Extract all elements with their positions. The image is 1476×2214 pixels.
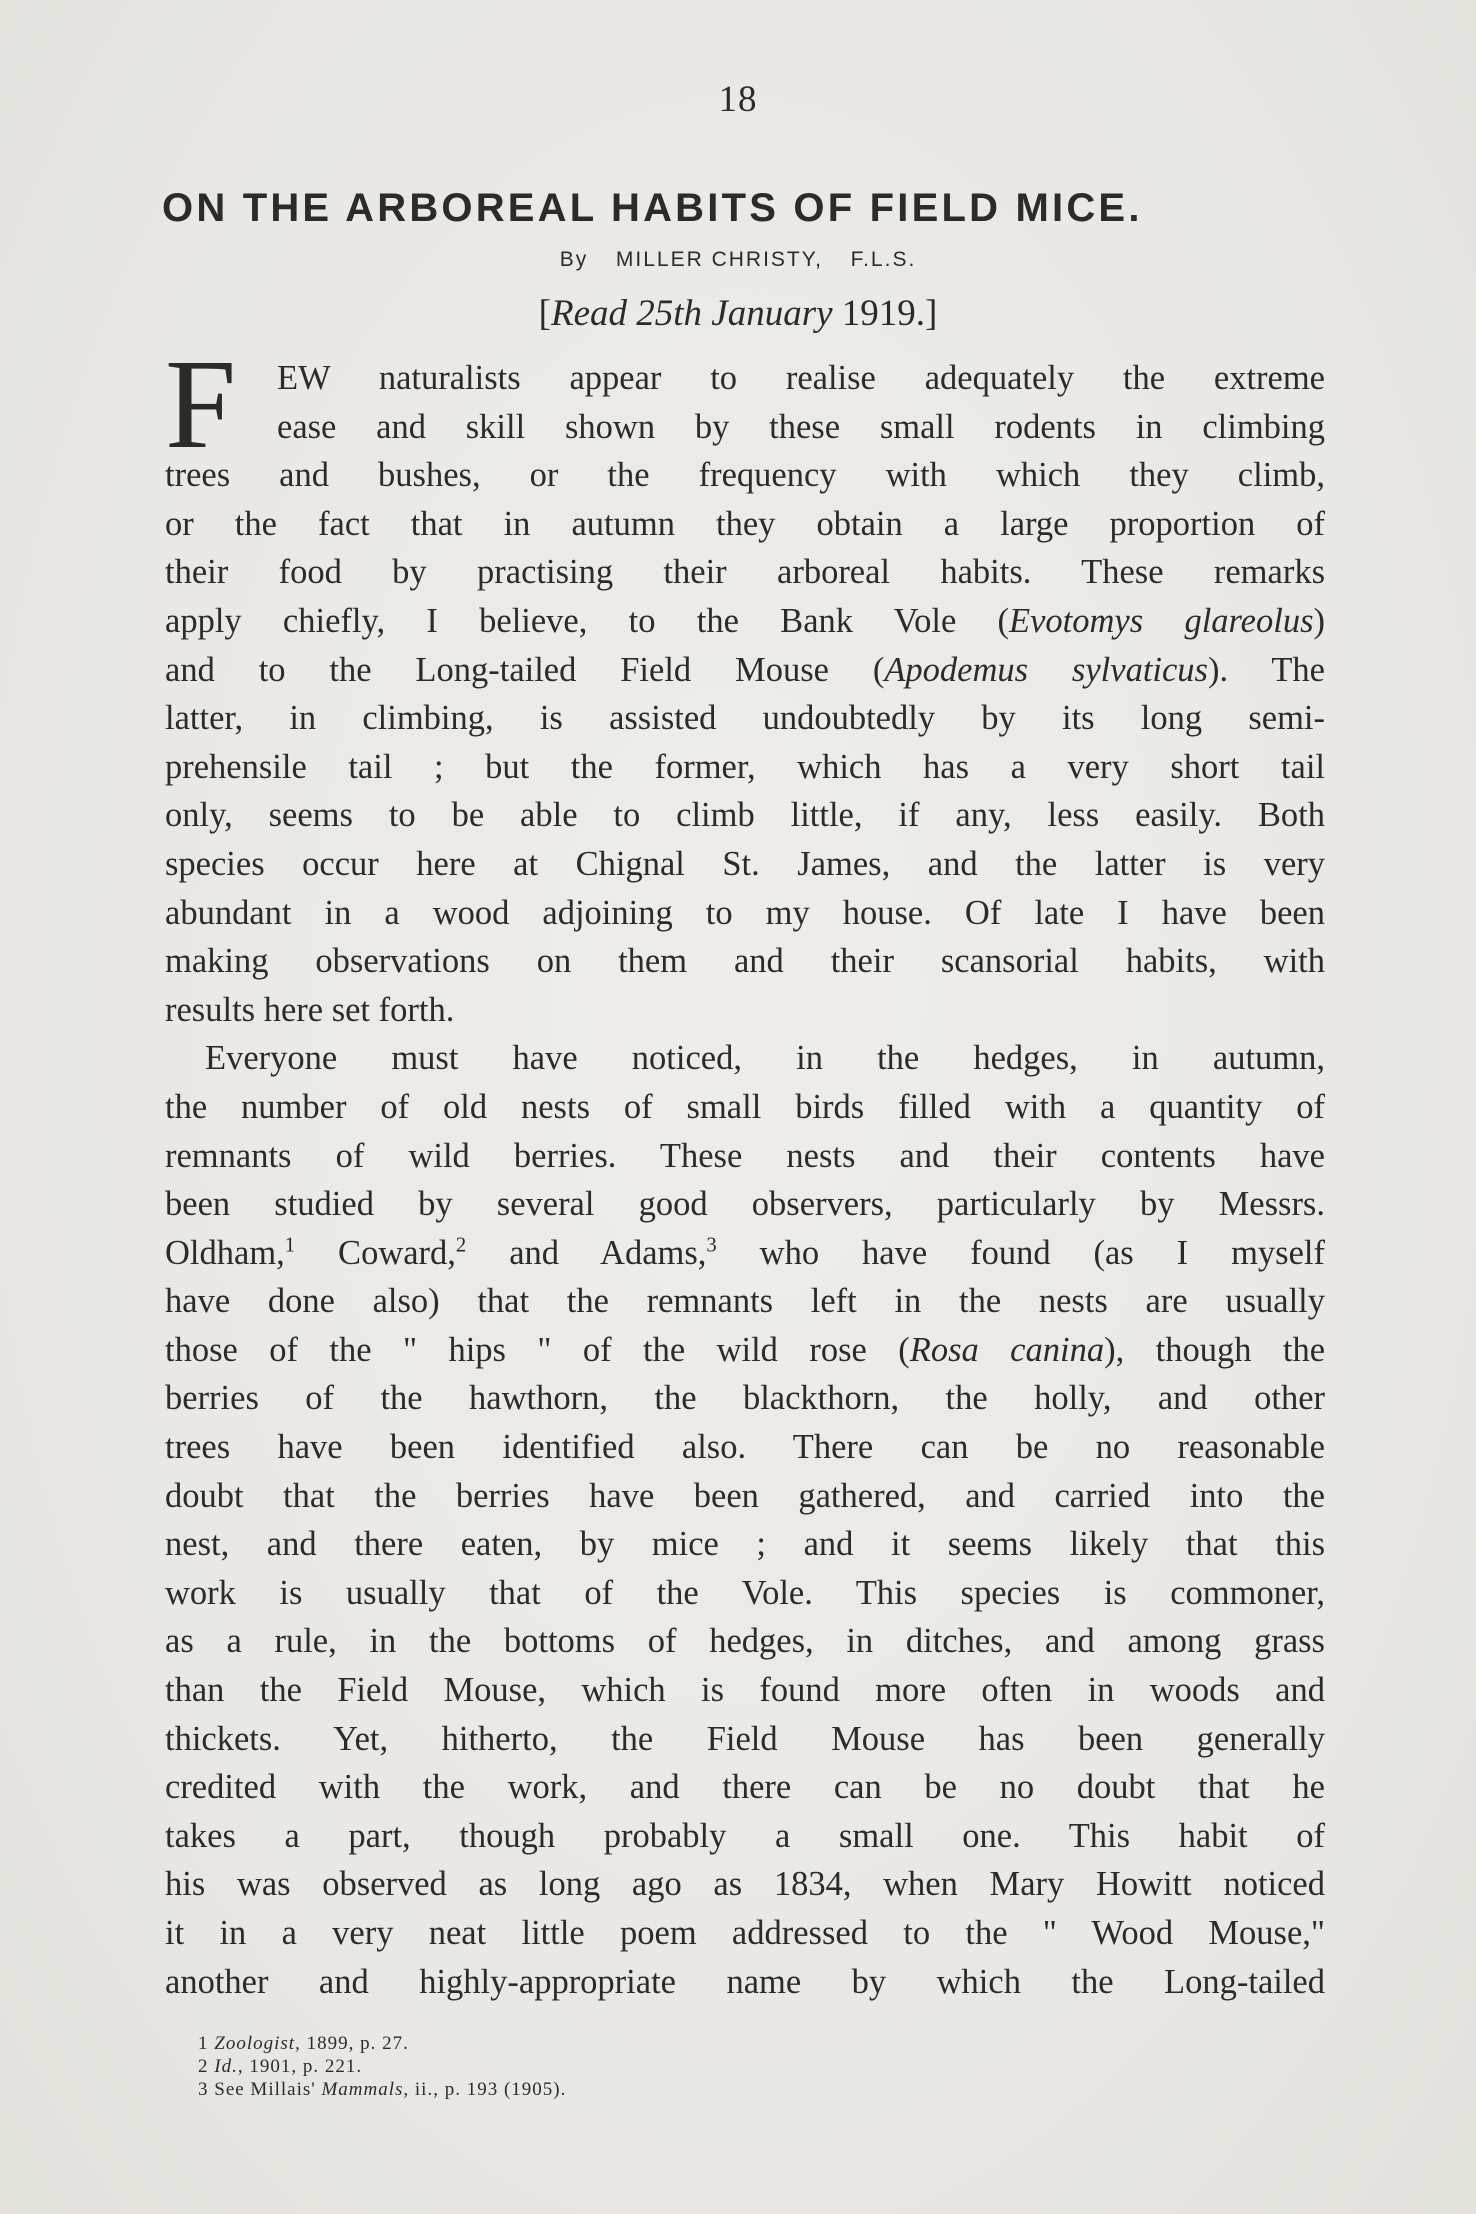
text-line: thickets. Yet, hitherto, the Field Mouse has been generally (165, 1719, 1325, 1758)
text-line: Everyone must have noticed, in the hedges, in autumn, (205, 1039, 1325, 1078)
text-line: results here set forth. (165, 990, 455, 1029)
text-line: been studied by several good observers, particularly by Messrs. (165, 1185, 1325, 1224)
footnote: 1 Zoologist, 1899, p. 27. (198, 2033, 409, 2054)
text-line: and to the Long-tailed Field Mouse (Apodemus sylvaticus). The (165, 650, 1325, 689)
page-number: 18 (718, 79, 758, 120)
text-line: another and highly-appropriate name by which the Long-tailed (165, 1962, 1325, 2001)
text-line: as a rule, in the bottoms of hedges, in ditches, and among grass (165, 1622, 1325, 1661)
byline (0, 248, 1476, 272)
text-line: trees and bushes, or the frequency with which they climb, (165, 456, 1325, 495)
text-line: trees have been identified also. There can be no reasonable (165, 1428, 1325, 1467)
text-line: their food by practising their arboreal habits. These remarks (165, 553, 1325, 592)
text-line: work is usually that of the Vole. This species is commoner, (165, 1573, 1325, 1612)
text-line: prehensile tail ; but the former, which has a very short tail (165, 747, 1325, 786)
text-line: doubt that the berries have been gathered, and carried into the (165, 1476, 1325, 1515)
text-line: the number of old nests of small birds filled with a quantity of (165, 1087, 1325, 1126)
footnote: 3 See Millais' Mammals, ii., p. 193 (1905). (198, 2079, 567, 2100)
article-body (165, 333, 1326, 2006)
text-line: takes a part, though probably a small one. This habit of (165, 1816, 1325, 1855)
read-date-text: Read 25th January (550, 293, 833, 334)
text-line: or the fact that in autumn they obtain a large proportion of (165, 504, 1325, 543)
text-line: berries of the hawthorn, the blackthorn, the holly, and other (165, 1379, 1325, 1418)
footnotes (198, 2032, 898, 2101)
text-line: have done also) that the remnants left in the nests are usually (165, 1282, 1325, 1321)
text-line: species occur here at Chignal St. James, and the latter is very (165, 844, 1325, 883)
read-date-bracket: [ (538, 293, 551, 334)
text-line: apply chiefly, I believe, to the Bank Vole (Evotomys glareolus) (165, 601, 1326, 640)
byline-prefix: By (559, 248, 589, 271)
text-line: ease and skill shown by these small rodents in climbing (277, 407, 1325, 446)
text-line: those of the " hips " of the wild rose (Rosa canina), though the (165, 1330, 1326, 1369)
text-line: remnants of wild berries. These nests and their contents have (165, 1136, 1325, 1175)
drop-cap: F (165, 333, 237, 475)
read-date-year: 1919.] (841, 293, 938, 334)
text-line: only, seems to be able to climb little, if any, less easily. Both (165, 796, 1325, 835)
text-line: than the Field Mouse, which is found more often in woods and (165, 1671, 1325, 1710)
footnote: 2 Id., 1901, p. 221. (198, 2056, 363, 2077)
byline-credentials: F.L.S. (850, 248, 917, 271)
read-date (0, 292, 1476, 335)
text-line: Oldham,$^1$ Coward,$^2$ and Adams,$^3$ who have found (as I myself (165, 1233, 1325, 1272)
article-title: ON THE ARBOREAL HABITS OF FIELD MICE. (162, 186, 1143, 230)
text-line: making observations on them and their scansorial habits, with (165, 942, 1325, 981)
text-line: it in a very neat little poem addressed to the " Wood Mouse," (165, 1914, 1325, 1952)
text-line: his was observed as long ago as 1834, when Mary Howitt noticed (165, 1865, 1325, 1904)
byline-author: MILLER CHRISTY, (615, 248, 823, 271)
text-line: credited with the work, and there can be no doubt that he (165, 1768, 1325, 1807)
text-line: latter, in climbing, is assisted undoubtedly by its long semi- (165, 699, 1325, 738)
text-line: abundant in a wood adjoining to my house. Of late I have been (165, 893, 1325, 932)
text-line: nest, and there eaten, by mice ; and it seems likely that this (165, 1525, 1325, 1564)
text-line: EW naturalists appear to realise adequately the extreme (277, 359, 1325, 397)
